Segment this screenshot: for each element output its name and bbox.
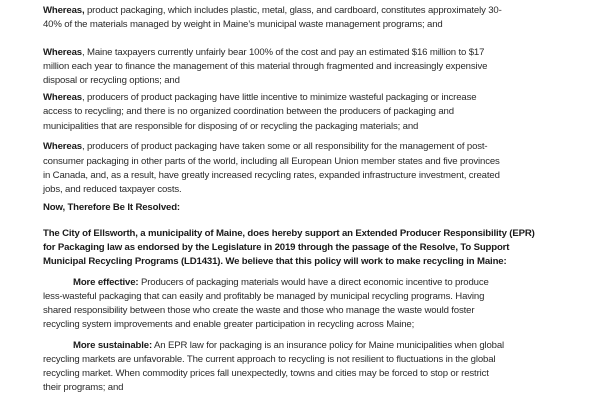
point-sustainable-line-4: their programs; and (43, 382, 124, 393)
whereas-4-line-1: Whereas, producers of product packaging have taken some or all responsibility for the management of post- (43, 141, 488, 152)
resolved-heading: Now, Therefore Be It Resolved: (43, 202, 180, 213)
whereas-2-line-3: disposal or recycling options; and (43, 75, 180, 86)
resolution-line-3: Municipal Recycling Programs (LD1431). We believe that this policy will work to make recycling in Maine: (43, 256, 507, 267)
point-sustainable-line-2: recycling markets are unfavorable. The current approach to recycling is not resilient to fluctuations in the global (43, 354, 496, 365)
whereas-3-line-3: municipalities that are responsible for disposing of or recycling the packaging materials; and (43, 121, 419, 132)
whereas-1-line-2: 40% of the materials managed by weight in Maine’s municipal waste management programs; and (43, 19, 443, 30)
whereas-label: Whereas (43, 92, 82, 103)
point-label: More sustainable: (73, 340, 153, 351)
whereas-3-line-2: access to recycling; and there is no organized coordination between the producers of packaging and (43, 106, 454, 117)
whereas-label: Whereas (43, 141, 82, 152)
point-sustainable-line-1: More sustainable: An EPR law for packaging is an insurance policy for Maine municipalities when global (73, 340, 505, 351)
whereas-3-line-1: Whereas, producers of product packaging have little incentive to minimize wasteful packaging or increase (43, 92, 477, 103)
whereas-4-line-4: jobs, and reduced taxpayer costs. (43, 184, 182, 195)
whereas-label: Whereas, (43, 5, 85, 16)
point-effective-line-1: More effective: Producers of packaging materials would have a direct economic incentive to produce (73, 277, 489, 288)
point-sustainable-line-3: recycling market. When commodity prices fall unexpectedly, towns and cities may be forced to stop or restrict (43, 368, 489, 379)
whereas-4-line-2: consumer packaging in other parts of the world, including all European Union member states and five provinces (43, 156, 500, 167)
point-label: More effective: (73, 277, 139, 288)
whereas-2-line-1: Whereas, Maine taxpayers currently unfairly bear 100% of the cost and pay an estimated $16 million to $17 (43, 47, 485, 58)
whereas-label: Whereas (43, 47, 82, 58)
whereas-2-line-2: million each year to finance the management of this material through fragmented and increasingly expensive (43, 61, 488, 72)
point-effective-line-2: less-wasteful packaging that can easily and profitably be managed by municipal recycling programs. Having (43, 291, 485, 302)
whereas-1-line-1: Whereas, product packaging, which includes plastic, metal, glass, and cardboard, constitutes approximately 30- (43, 5, 502, 16)
resolution-line-2: for Packaging law as endorsed by the Legislature in 2019 through the passage of the Resolve, To Support (43, 242, 510, 253)
point-effective-line-4: recycling system improvements and enable greater participation in recycling across Maine; (43, 319, 415, 330)
resolution-line-1: The City of Ellsworth, a municipality of Maine, does hereby support an Extended Producer Responsibility (EPR) (43, 228, 535, 239)
point-effective-line-3: shared responsibility between those who create the waste and those who manage the waste would foster (43, 305, 475, 316)
whereas-4-line-3: in Canada, and, as a result, have greatly increased recycling rates, expanded infrastructure investment, created (43, 170, 500, 181)
